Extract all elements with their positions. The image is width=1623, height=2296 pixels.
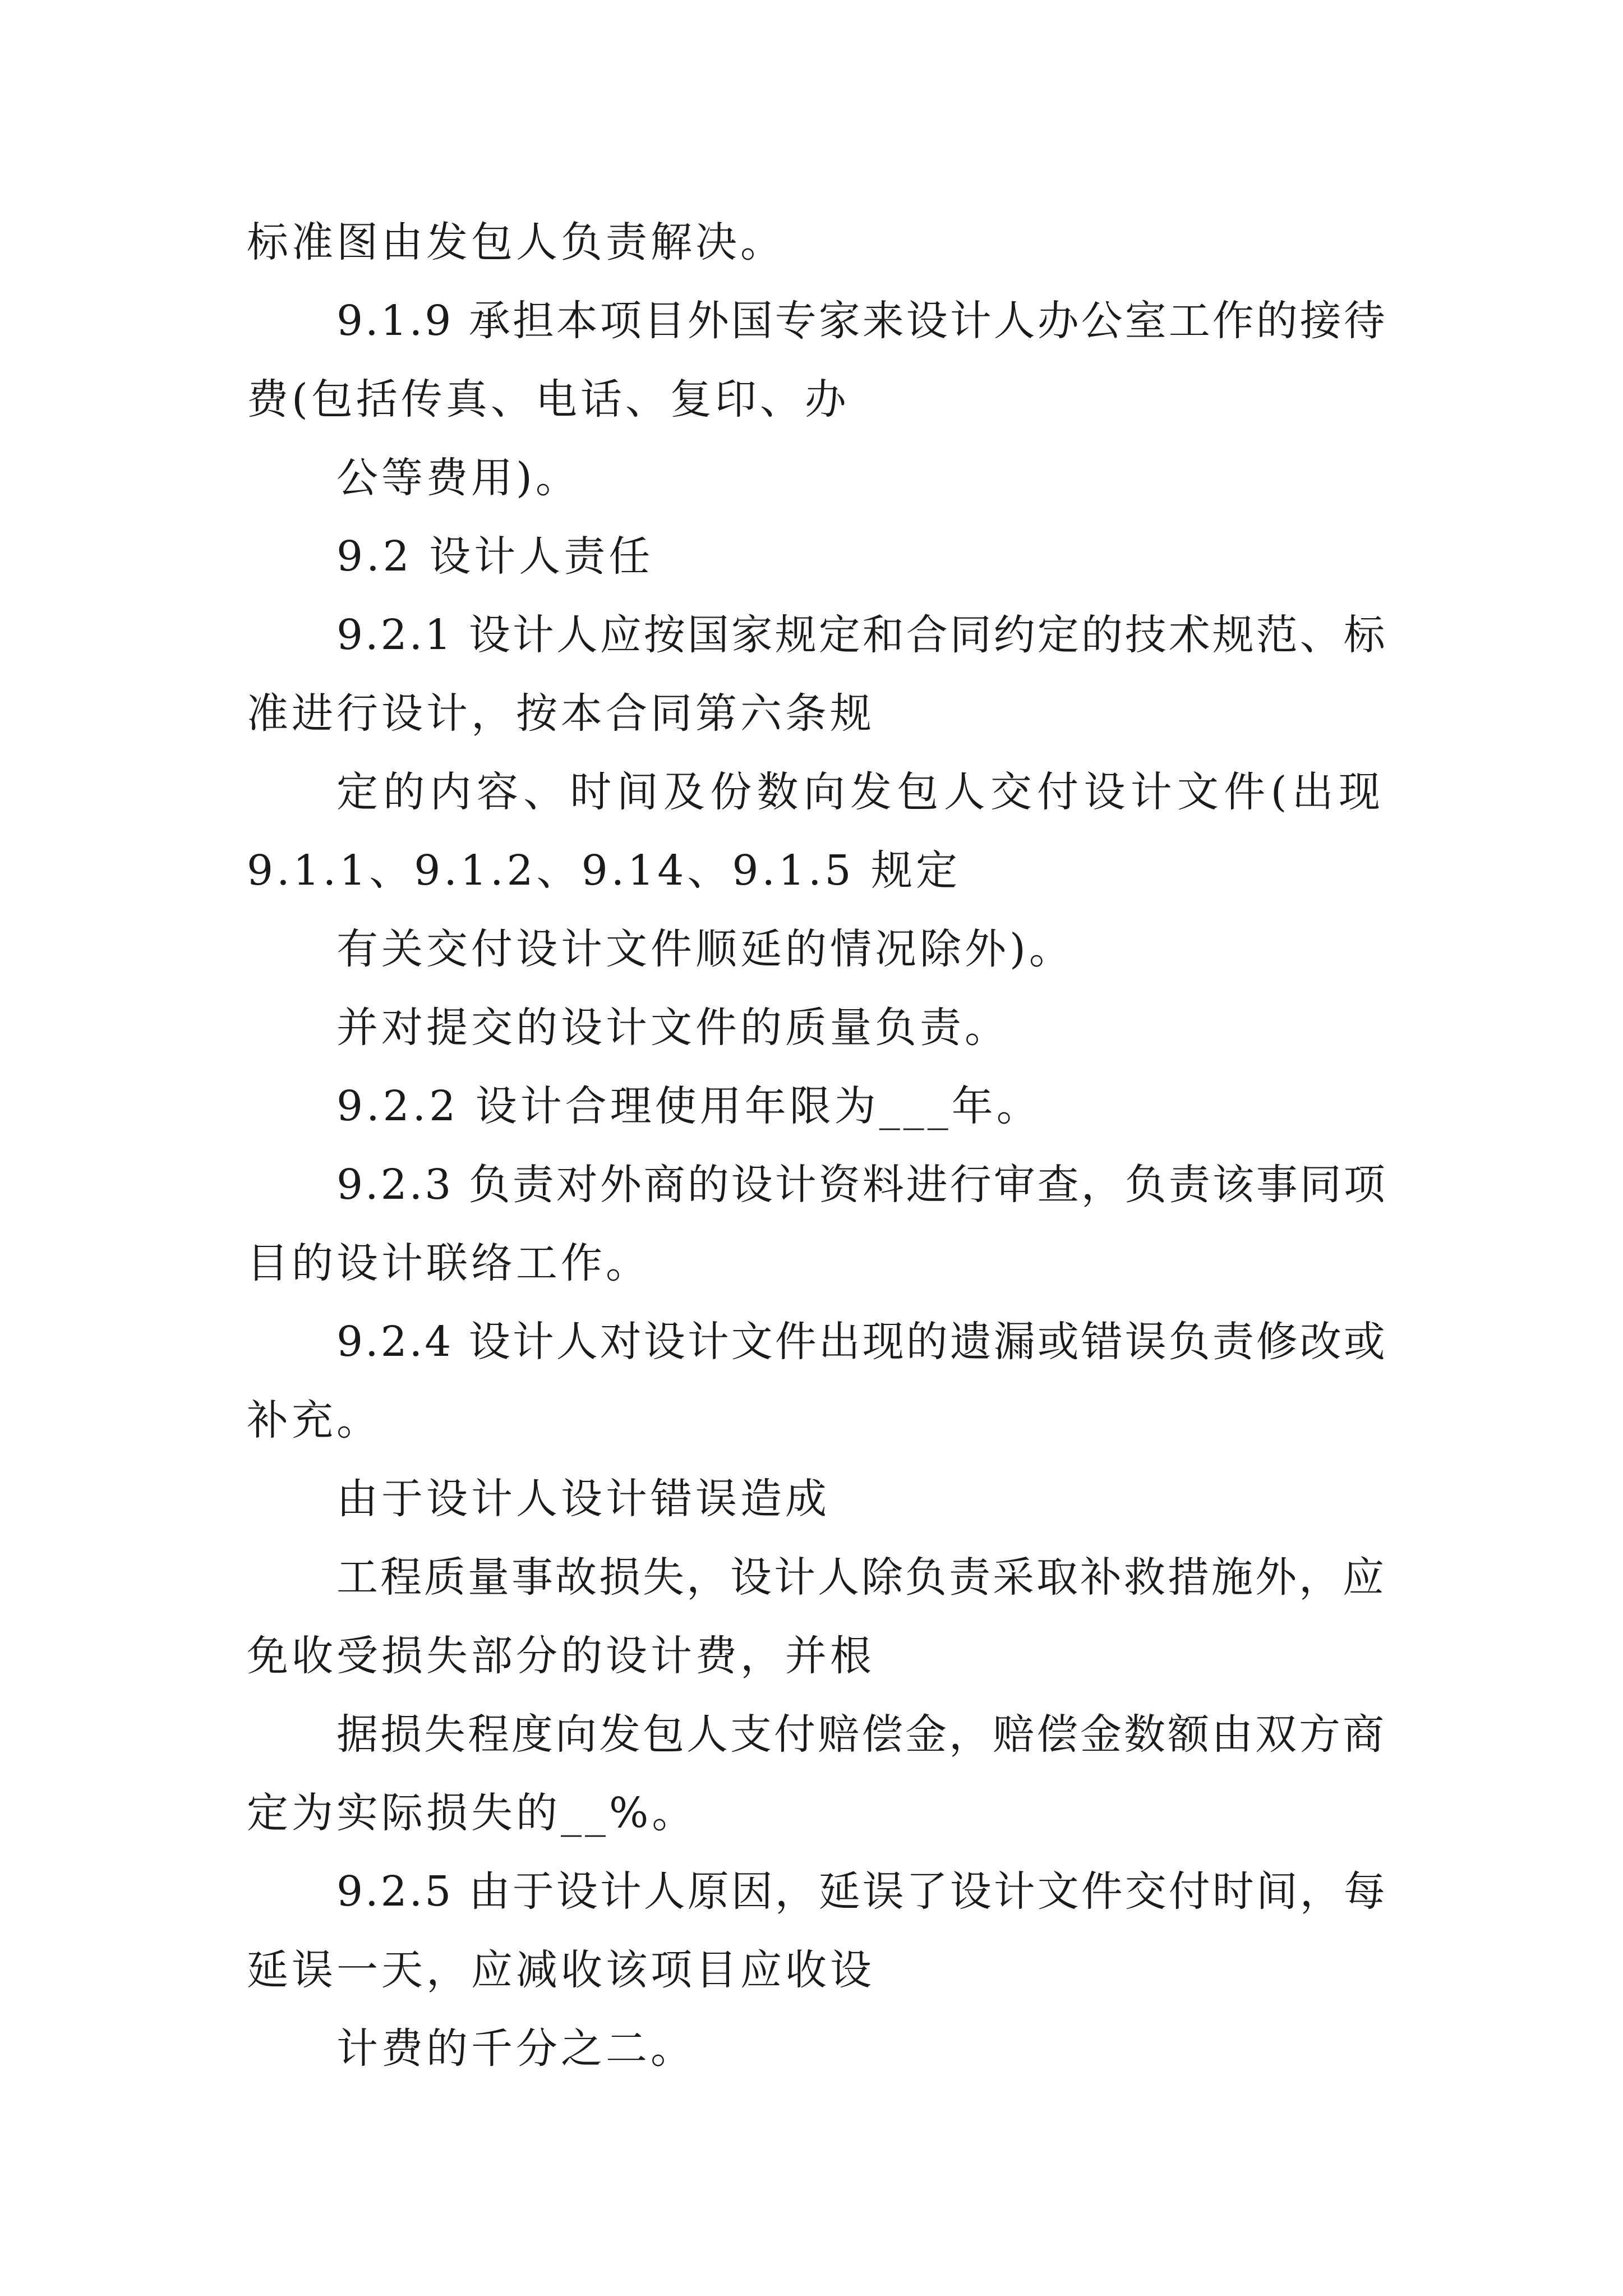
text-line-18: 工程质量事故损失，设计人除负责采取补救措施外，应: [336, 1553, 1386, 1602]
text-line-24: 计费的千分之二。: [336, 2024, 695, 2073]
text-line-21: 定为实际损失的__%。: [247, 1789, 697, 1837]
text-line-13: 9.2.3 负责对外商的设计资料进行审查，负责该事同项: [336, 1161, 1387, 1209]
text-line-14: 目的设计联络工作。: [247, 1239, 651, 1287]
text-line-19: 免收受损失部分的设计费，并根: [247, 1632, 875, 1680]
text-line-1: 标准图由发包人负责解决。: [247, 218, 785, 266]
text-line-8: 定的内容、时间及份数向发包人交付设计文件(出现: [336, 768, 1382, 816]
text-line-20: 据损失程度向发包人支付赔偿金，赔偿金数额由双方商: [336, 1710, 1386, 1759]
text-line-17: 由于设计人设计错误造成: [336, 1475, 830, 1523]
text-line-4: 公等费用)。: [336, 454, 580, 502]
text-line-10: 有关交付设计文件顺延的情况除外)。: [336, 925, 1074, 973]
text-line-6: 9.2.1 设计人应按国家规定和合同约定的技术规范、标: [336, 611, 1387, 659]
text-line-23: 延误一天，应减收该项目应收设: [247, 1946, 875, 1994]
text-line-12: 9.2.2 设计合理使用年限为___年。: [336, 1082, 1041, 1130]
text-line-22: 9.2.5 由于设计人原因，延误了设计文件交付时间，每: [336, 1867, 1387, 1916]
text-line-2: 9.1.9 承担本项目外国专家来设计人办公室工作的接待: [336, 297, 1387, 345]
text-line-15: 9.2.4 设计人对设计文件出现的遗漏或错误负责修改或: [336, 1318, 1387, 1366]
text-line-3: 费(包括传真、电话、复印、办: [247, 375, 850, 424]
section-heading: 9.2 设计人责任: [336, 532, 654, 581]
text-line-9: 9.1.1、9.1.2、9.14、9.1.5 规定: [247, 846, 961, 895]
text-line-7: 准进行设计，按本合同第六条规: [247, 689, 875, 738]
text-line-16: 补充。: [247, 1396, 381, 1444]
text-line-11: 并对提交的设计文件的质量负责。: [336, 1004, 1009, 1052]
